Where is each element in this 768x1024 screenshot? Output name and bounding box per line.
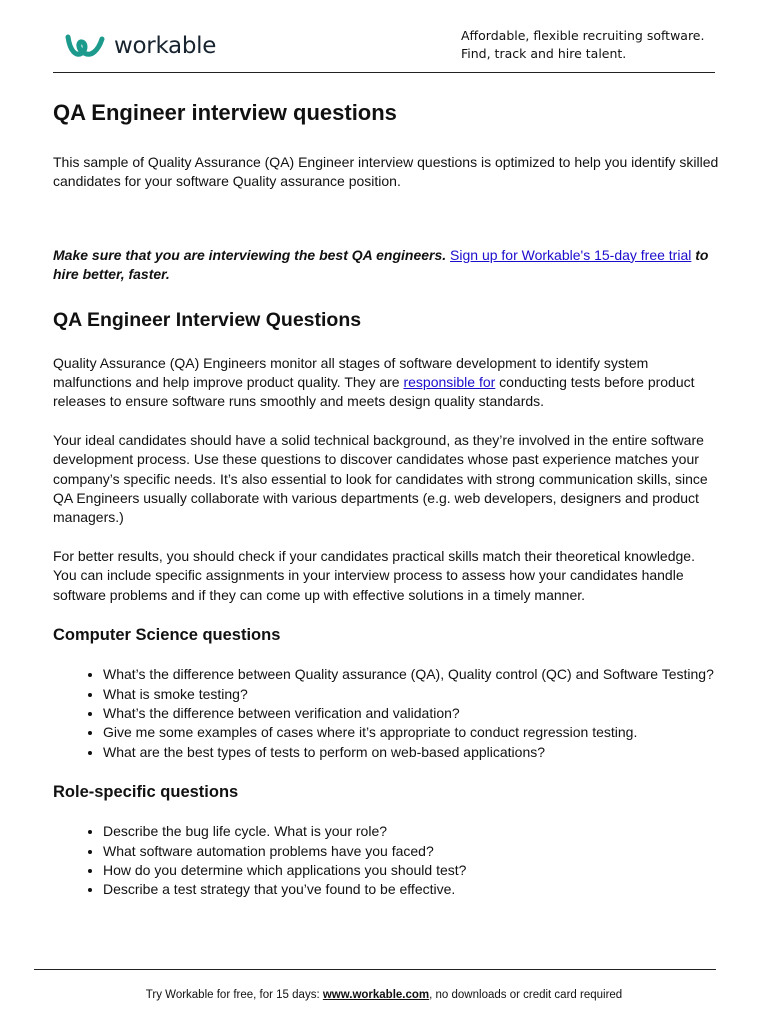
page-title: QA Engineer interview questions bbox=[53, 100, 397, 125]
footer-text: Try Workable for free, for 15 days: bbox=[145, 989, 320, 1001]
paragraph-3: For better results, you should check if your candidates practical skills match their theoretical knowledge. You can include specific assignments in your interview process to assess how your candidates handle software problems and if they can come up with effective solutions in a timely manner. bbox=[53, 547, 695, 603]
page-header bbox=[0, 0, 768, 74]
article-body bbox=[53, 98, 721, 919]
tagline bbox=[461, 27, 704, 63]
list-item: • Give me some examples of cases where it’s appropriate to conduct regression testing. bbox=[103, 723, 721, 742]
paragraph-1 bbox=[53, 354, 721, 412]
list-item: • Describe the bug life cycle. What is your role? bbox=[103, 822, 721, 841]
footer-tail-text: , no downloads or credit card required bbox=[429, 989, 623, 1001]
workable-logo-icon bbox=[64, 31, 110, 61]
paragraph-2: Your ideal candidates should have a solid technical background, as they’re involved in the entire software development process. Use these questions to discover candidates whose past experience matches your company’s specific needs. It’s also essential to look for candidates with strong communication skills, since QA Engineers usually collaborate with various departments (e.g. web developers, designers and product managers.) bbox=[53, 431, 708, 526]
list-item: • What is smoke testing? bbox=[103, 685, 721, 704]
signup-callout bbox=[53, 246, 721, 285]
header-divider bbox=[53, 72, 715, 73]
footer-divider bbox=[34, 969, 716, 970]
paragraph-1-end: conducting tests before product releases to ensure software runs smoothly and meets design quality standards. bbox=[53, 374, 695, 410]
list-item: • What software automation problems have you faced? bbox=[103, 842, 721, 861]
tagline-line-1: Affordable, flexible recruiting software. bbox=[461, 28, 705, 43]
workable-logo[interactable] bbox=[64, 28, 216, 64]
role-questions-heading: Role-specific questions bbox=[53, 783, 239, 802]
list-item: • What are the best types of tests to perform on web-based applications? bbox=[103, 743, 721, 762]
section-title: QA Engineer Interview Questions bbox=[53, 308, 362, 331]
tagline-line-2: Find, track and hire talent. bbox=[461, 46, 627, 61]
list-item: • What’s the difference between Quality assurance (QA), Quality control (QC) and Software Testing? bbox=[103, 665, 721, 684]
intro-paragraph: This sample of Quality Assurance (QA) Engineer interview questions is optimized to help you identify skilled candidates for your software Quality assurance position. bbox=[53, 154, 719, 190]
list-item: • What’s the difference between verification and validation? bbox=[103, 704, 721, 723]
cs-questions-heading: Computer Science questions bbox=[53, 626, 281, 645]
cs-questions-list bbox=[53, 665, 721, 762]
paragraph-1-start: Quality Assurance (QA) Engineers monitor all stages of software development to identify system malfunctions and help improve product quality. They are bbox=[53, 354, 649, 391]
responsible-for-link[interactable]: responsible for bbox=[403, 374, 496, 391]
list-item: • Describe a test strategy that you’ve found to be effective. bbox=[103, 880, 721, 899]
page-footer bbox=[0, 987, 768, 1003]
workable-website-link[interactable]: www.workable.com bbox=[322, 989, 430, 1001]
role-questions-list bbox=[53, 822, 721, 900]
list-item: • How do you determine which applications you should test? bbox=[103, 861, 721, 880]
logo-wordmark: workable bbox=[114, 33, 217, 59]
signup-trial-link[interactable]: Sign up for Workable's 15-day free trial bbox=[450, 246, 692, 263]
callout-bold-text: Make sure that you are interviewing the best QA engineers. bbox=[53, 246, 447, 263]
callout-tail-text: to hire better, faster. bbox=[53, 246, 709, 283]
